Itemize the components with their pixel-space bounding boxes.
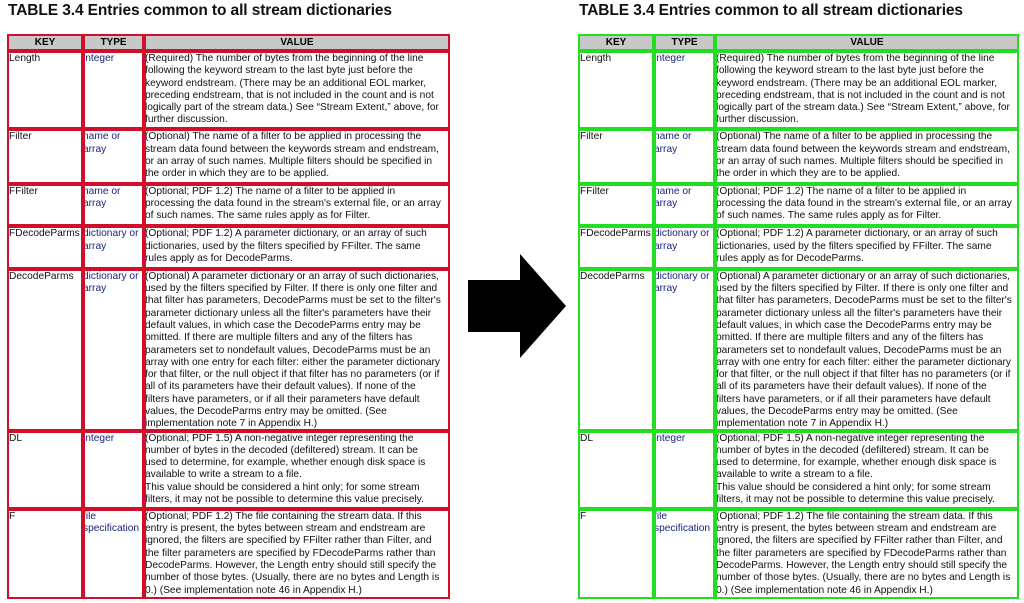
row-value (716, 433, 1015, 507)
row-key: FDecodeParms (580, 228, 651, 240)
row-type (654, 271, 714, 296)
row-type-line: name or (654, 185, 692, 197)
stream-dict-table (7, 34, 450, 599)
row-type (83, 433, 143, 445)
row-value (145, 511, 446, 597)
row-key: FDecodeParms (9, 228, 80, 240)
row-type (83, 131, 143, 156)
row-key: FFilter (580, 185, 609, 197)
row-value-line: entry is present, the bytes between stream and endstream are (145, 523, 426, 535)
row-type-line: dictionary or (83, 270, 139, 282)
row-value-line: that filter has parameters, DecodeParms must be set to the filter's (716, 295, 1012, 307)
table-title: TABLE 3.4 Entries common to all stream dictionaries (579, 2, 963, 19)
row-key: Length (580, 53, 612, 64)
row-value-line: (Optional) A parameter dictionary or an array of such dictionaries, (145, 270, 439, 282)
row-value (145, 131, 446, 180)
row-value-line: used by the filters specified by Filter. If there is only one filter and (716, 283, 1009, 295)
row-value-line: of such names. The same rules apply as for Filter. (716, 210, 942, 222)
table-row (7, 431, 450, 509)
row-value-line: parameter dictionary unless all the filter's parameters have their (716, 307, 1003, 319)
row-value-line: number of those bytes. (Usually, there are no bytes and Length is (145, 572, 440, 584)
row-value-line: entry is present, the bytes between stream and endstream are (716, 523, 997, 535)
row-value-line: keyword endstream. (There may be an additional EOL marker, (145, 77, 427, 89)
row-type-line: integer (654, 53, 686, 64)
row-value-line: preceding endstream, that is not included in the count and is not (716, 89, 1005, 101)
row-value-line: logically part of the stream data.) See “Stream Extent,” above, for (716, 102, 1010, 114)
row-type-line: specification (654, 523, 711, 535)
table-row (7, 51, 450, 129)
row-value (716, 186, 1015, 223)
row-type-line: array (654, 143, 678, 155)
row-type-line: name or (83, 185, 121, 197)
row-value-line: array with one entry for each filter: either the parameter dictionary (716, 356, 1012, 368)
row-value (716, 511, 1015, 597)
row-value-line: This value should be considered a hint only; for some stream (145, 481, 420, 493)
row-value-line: further discussion. (716, 114, 799, 126)
row-value-line: stream data found between the keywords stream and endstream, (145, 143, 439, 155)
row-value-line: (Optional) A parameter dictionary or an array of such dictionaries, (716, 270, 1010, 282)
row-value-line: (Optional; PDF 1.2) The file containing the stream data. If this (716, 510, 993, 522)
row-type-line: dictionary or (654, 270, 710, 282)
table-row (7, 184, 450, 227)
row-value-line: filters have parameters, or if all their parameters have default (145, 393, 420, 405)
table-row (578, 51, 1019, 129)
row-key: F (580, 510, 587, 522)
row-value-line: for that filter, or the null object if that filter has no parameters (or if (716, 369, 1011, 381)
header-type: TYPE (100, 37, 127, 48)
row-value-line: 0.) (See implementation note 46 in Appendix H.) (145, 584, 362, 596)
row-type-line: array (654, 240, 678, 252)
table-row (7, 269, 450, 431)
row-type-line: array (83, 143, 107, 155)
table-row (578, 431, 1019, 509)
row-type-line: integer (654, 432, 686, 444)
table-title: TABLE 3.4 Entries common to all stream dictionaries (8, 2, 392, 19)
header-type: TYPE (671, 37, 698, 48)
row-value-line: the filter parameters are specified by FDecodeParms rather than (145, 547, 436, 559)
row-value-line: the filter parameters are specified by FDecodeParms rather than (716, 547, 1007, 559)
row-type (654, 511, 714, 536)
row-type (83, 228, 143, 253)
row-value-line: all of its parameters have their default values). If none of the (145, 381, 416, 393)
row-value-line: logically part of the stream data.) See “Stream Extent,” above, for (145, 102, 439, 114)
row-value-line: following the keyword stream to the last byte just before the (716, 65, 984, 77)
row-value-line: (Optional; PDF 1.5) A non-negative integer representing the (145, 432, 414, 444)
row-type-line: name or (654, 131, 692, 143)
row-value (145, 186, 446, 223)
header-key: KEY (605, 37, 627, 48)
row-value-line: parameters set to nondefault values, DecodeParms must be an (716, 344, 1002, 356)
row-value-line: filters have parameters, or if all their parameters have default (716, 393, 991, 405)
row-value (145, 228, 446, 265)
row-value-line: or an array of such names. Multiple filters should be specified in (145, 155, 433, 167)
table-header (578, 34, 1019, 51)
row-key: FFilter (9, 185, 38, 197)
stream-dict-table (578, 34, 1019, 599)
row-value-line: the order in which they are to be applied. (716, 168, 901, 180)
table-row (578, 129, 1019, 183)
row-type-line: dictionary or (83, 228, 139, 240)
row-type-line: file (654, 510, 668, 522)
row-value (716, 131, 1015, 180)
row-value-line: (Optional; PDF 1.2) A parameter dictionary, or an array of such (716, 228, 998, 240)
row-type (83, 511, 143, 536)
row-value-line: keyword endstream. (There may be an additional EOL marker, (716, 77, 998, 89)
row-value-line: all of its parameters have their default values). If none of the (716, 381, 987, 393)
row-type-line: dictionary or (654, 228, 710, 240)
row-value-line: omitted. If there are multiple filters and any of the filters has (145, 332, 413, 344)
row-value-line: implementation note 7 in Appendix H.) (716, 418, 889, 430)
row-key: F (9, 510, 16, 522)
table-row (578, 509, 1019, 599)
row-value (145, 433, 446, 507)
row-type (654, 186, 714, 211)
row-type-line: integer (83, 53, 115, 64)
table-row (7, 129, 450, 183)
row-value-line: filters, it may not be possible to determine this value precisely. (145, 493, 424, 505)
row-key: Length (9, 53, 41, 64)
table-row (578, 184, 1019, 227)
row-value-line: dictionaries, used by the filters specified by FFilter. The same (716, 240, 992, 252)
row-key: DL (9, 432, 23, 444)
row-type (654, 228, 714, 253)
row-value-line: This value should be considered a hint only; for some stream (716, 481, 991, 493)
row-value-line: (Optional; PDF 1.2) The name of a filter to be applied in (145, 185, 396, 197)
row-value-line: processing the data found in the stream's external file, or an array (145, 198, 441, 210)
row-value-line: (Optional; PDF 1.2) The name of a filter to be applied in (716, 185, 967, 197)
row-type-line: name or (83, 131, 121, 143)
row-value-line: default values, in which case the DecodeParms entry may be (145, 319, 421, 331)
row-value-line: values, the DecodeParms entry may be omitted. (See (145, 406, 387, 418)
row-value-line: (Required) The number of bytes from the beginning of the line (716, 53, 995, 64)
row-value-line: array with one entry for each filter: either the parameter dictionary (145, 356, 441, 368)
row-value-line: the order in which they are to be applied. (145, 168, 330, 180)
row-value-line: filters, it may not be possible to determine this value precisely. (716, 493, 995, 505)
row-value-line: parameters set to nondefault values, DecodeParms must be an (145, 344, 431, 356)
row-value-line: values, the DecodeParms entry may be omitted. (See (716, 406, 958, 418)
row-value-line: 0.) (See implementation note 46 in Appendix H.) (716, 584, 933, 596)
right-arrow-icon (468, 254, 566, 358)
row-value-line: (Optional; PDF 1.5) A non-negative integer representing the (716, 432, 985, 444)
row-value (716, 271, 1015, 431)
table-row (7, 226, 450, 269)
right-arrow-shape (468, 254, 566, 358)
row-key: DecodeParms (580, 270, 645, 282)
row-value-line: used to determine, for example, whether enough disk space is (716, 457, 997, 469)
table-row (578, 226, 1019, 269)
row-type (83, 186, 143, 211)
row-value-line: implementation note 7 in Appendix H.) (145, 418, 318, 430)
row-value-line: used to determine, for example, whether enough disk space is (145, 457, 426, 469)
row-value-line: rules apply as for DecodeParms. (145, 252, 293, 264)
row-type-line: integer (83, 432, 115, 444)
row-type (654, 53, 714, 65)
row-value-line: number of bytes in the decoded (defiltered) stream. It can be (716, 444, 989, 456)
row-value-line: omitted. If there are multiple filters and any of the filters has (716, 332, 984, 344)
row-type-line: array (83, 240, 107, 252)
row-value-line: following the keyword stream to the last byte just before the (145, 65, 413, 77)
row-key: DecodeParms (9, 270, 74, 282)
row-value-line: dictionaries, used by the filters specified by FFilter. The same (145, 240, 421, 252)
row-value (145, 271, 446, 431)
row-value-line: preceding endstream, that is not included in the count and is not (145, 89, 434, 101)
row-type (654, 131, 714, 156)
table-row (7, 509, 450, 599)
cell-outline (7, 269, 83, 431)
row-value-line: default values, in which case the DecodeParms entry may be (716, 319, 992, 331)
row-value-line: further discussion. (145, 114, 228, 126)
row-value-line: ignored, the filters are specified by FFilter rather than Filter, and (145, 535, 432, 547)
row-value-line: number of those bytes. (Usually, there are no bytes and Length is (716, 572, 1011, 584)
row-key: DL (580, 432, 594, 444)
header-value: VALUE (280, 37, 314, 48)
row-type-line: file (83, 510, 97, 522)
row-value-line: processing the data found in the stream's external file, or an array (716, 198, 1012, 210)
row-type (83, 53, 143, 65)
row-value-line: DecodeParms. However, the Length entry should still specify the (716, 559, 1008, 571)
row-value-line: ignored, the filters are specified by FFilter rather than Filter, and (716, 535, 1003, 547)
row-type-line: array (83, 283, 107, 295)
row-value-line: available to write a stream to a file. (716, 469, 873, 481)
row-type-line: array (654, 283, 678, 295)
row-type-line: array (83, 198, 107, 210)
row-type (654, 433, 714, 445)
row-value-line: (Optional) The name of a filter to be applied in processing the (145, 131, 422, 143)
cell-outline (578, 269, 654, 431)
row-value-line: (Optional; PDF 1.2) The file containing the stream data. If this (145, 510, 422, 522)
row-value-line: DecodeParms. However, the Length entry should still specify the (145, 559, 437, 571)
row-value-line: stream data found between the keywords stream and endstream, (716, 143, 1010, 155)
row-value (145, 53, 446, 127)
row-value-line: (Optional) The name of a filter to be applied in processing the (716, 131, 993, 143)
row-value-line: (Optional; PDF 1.2) A parameter dictionary, or an array of such (145, 228, 427, 240)
row-value (716, 228, 1015, 265)
row-value-line: of such names. The same rules apply as for Filter. (145, 210, 371, 222)
row-type-line: array (654, 198, 678, 210)
row-value-line: available to write a stream to a file. (145, 469, 302, 481)
header-value: VALUE (850, 37, 884, 48)
row-key: Filter (580, 131, 603, 143)
table-header (7, 34, 450, 51)
row-value-line: that filter has parameters, DecodeParms must be set to the filter's (145, 295, 441, 307)
row-type-line: specification (83, 523, 140, 535)
row-value-line: parameter dictionary unless all the filter's parameters have their (145, 307, 432, 319)
row-value-line: for that filter, or the null object if that filter has no parameters (or if (145, 369, 440, 381)
row-key: Filter (9, 131, 32, 143)
row-value (716, 53, 1015, 127)
row-value-line: used by the filters specified by Filter. If there is only one filter and (145, 283, 438, 295)
row-value-line: number of bytes in the decoded (defiltered) stream. It can be (145, 444, 418, 456)
table-row (578, 269, 1019, 431)
row-type (83, 271, 143, 296)
row-value-line: (Required) The number of bytes from the beginning of the line (145, 53, 424, 64)
row-value-line: rules apply as for DecodeParms. (716, 252, 864, 264)
header-key: KEY (34, 37, 56, 48)
row-value-line: or an array of such names. Multiple filters should be specified in (716, 155, 1004, 167)
